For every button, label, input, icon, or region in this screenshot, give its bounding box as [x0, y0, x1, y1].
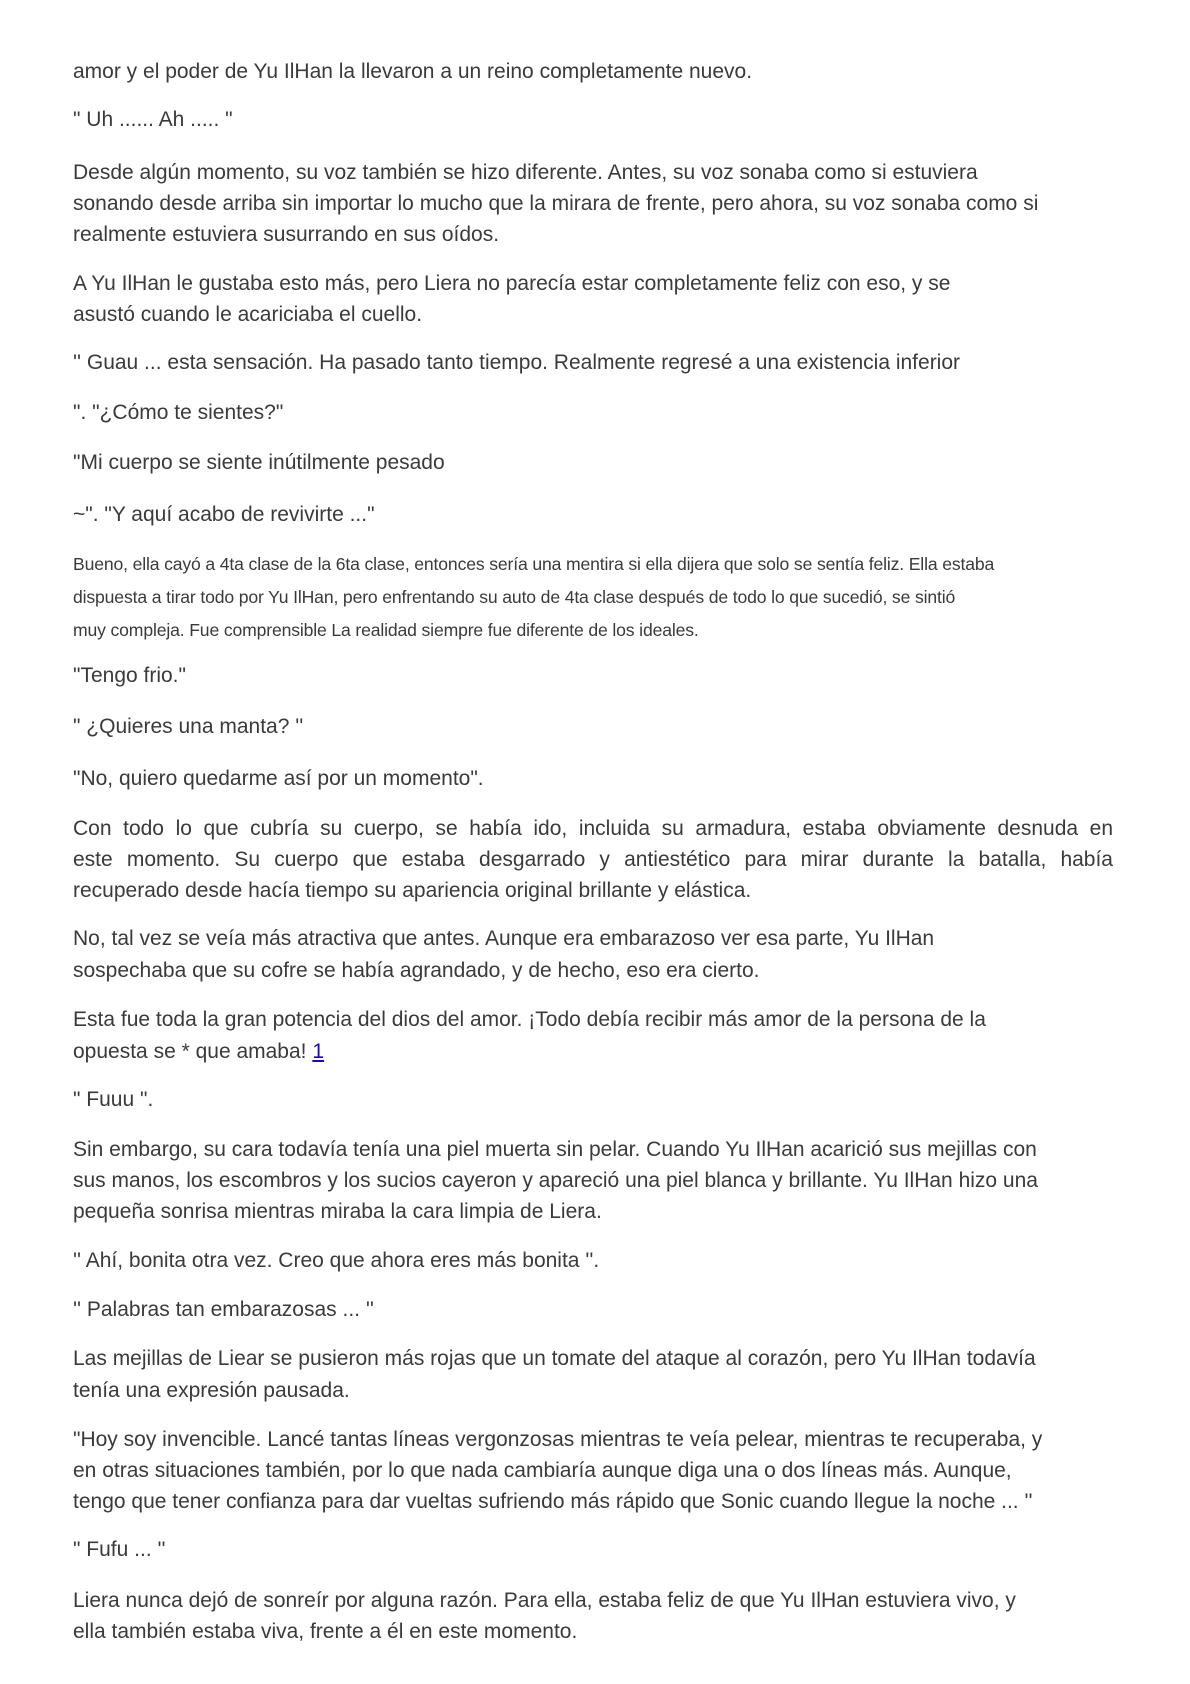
text-line: dispuesta a tirar todo por Yu IlHan, pero enfrentando su auto de 4ta clase después de todo lo que sucedió, se sintió — [73, 587, 956, 607]
text-line: sospechaba que su cofre se había agrandado, y de hecho, eso era cierto. — [73, 959, 760, 982]
text-line: " Uh ...... Ah ..... " — [73, 108, 233, 131]
text-line: Las mejillas de Liear se pusieron más rojas que un tomate del ataque al corazón, pero Yu IlHan todavía — [73, 1347, 1036, 1370]
text-line: "No, quiero quedarme así por un momento". — [73, 767, 484, 790]
text-line: realmente estuviera susurrando en sus oídos. — [73, 223, 500, 246]
text-line: " Fuuu ". — [73, 1088, 154, 1111]
text-line: en otras situaciones también, por lo que nada cambiaría aunque diga una o dos líneas más. Aunque, — [73, 1459, 1012, 1482]
text-line: Sin embargo, su cara todavía tenía una piel muerta sin pelar. Cuando Yu IlHan acarició sus mejillas con — [73, 1138, 1037, 1161]
text-line: ~". "Y aquí acabo de revivirte ..." — [73, 503, 375, 526]
text-line: " ¿Quieres una manta? '' — [73, 715, 304, 738]
text-line: muy compleja. Fue comprensible La realidad siempre fue diferente de los ideales. — [73, 620, 699, 640]
text-line: "Mi cuerpo se siente inútilmente pesado — [73, 451, 445, 474]
text-line: tengo que tener confianza para dar vueltas sufriendo más rápido que Sonic cuando llegue la noche ... '' — [73, 1490, 1033, 1513]
text-line: "Tengo frio." — [73, 664, 186, 687]
text-line: sonando desde arriba sin importar lo mucho que la mirara de frente, pero ahora, su voz sonaba como si — [73, 192, 1039, 215]
text-line: asustó cuando le acariciaba el cuello. — [73, 303, 423, 326]
text-line: tenía una expresión pausada. — [73, 1379, 350, 1402]
text-line: este momento. Su cuerpo que estaba desgarrado y antiestético para mirar durante la batalla, había — [73, 848, 1113, 871]
text-line: A Yu IlHan le gustaba esto más, pero Liera no parecía estar completamente feliz con eso, y se — [73, 272, 951, 295]
text-line: ella también estaba viva, frente a él en este momento. — [73, 1620, 578, 1643]
text-line: Liera nunca dejó de sonreír por alguna razón. Para ella, estaba feliz de que Yu IlHan estuviera vivo, y — [73, 1589, 1016, 1612]
text-line: Con todo lo que cubría su cuerpo, se había ido, incluida su armadura, estaba obviamente desnuda en — [73, 817, 1113, 840]
text-line: '' Palabras tan embarazosas ... '' — [73, 1298, 374, 1321]
text-line: recuperado desde hacía tiempo su apariencia original brillante y elástica. — [73, 879, 752, 902]
text-line-content: opuesta se * que amaba! — [73, 1040, 313, 1063]
text-line: "Hoy soy invencible. Lancé tantas líneas vergonzosas mientras te veía pelear, mientras te recuperaba, y — [73, 1428, 1043, 1451]
text-line: " Fufu ... '' — [73, 1538, 166, 1561]
text-line: sus manos, los escombros y los sucios cayeron y apareció una piel blanca y brillante. Yu IlHan hizo una — [73, 1169, 1038, 1192]
text-line: '' Ahí, bonita otra vez. Creo que ahora eres más bonita ''. — [73, 1249, 600, 1272]
text-line — [73, 1036, 1113, 1067]
text-line: pequeña sonrisa mientras miraba la cara limpia de Liera. — [73, 1200, 602, 1223]
text-line: Bueno, ella cayó a 4ta clase de la 6ta clase, entonces sería una mentira si ella dijera que solo se sentía feliz. Ella estaba — [73, 554, 995, 574]
text-line: amor y el poder de Yu IlHan la llevaron a un reino completamente nuevo. — [73, 60, 753, 83]
text-line: '' Guau ... esta sensación. Ha pasado tanto tiempo. Realmente regresé a una existencia inferior — [73, 351, 961, 374]
footnote-link[interactable]: 1 — [312, 1040, 325, 1063]
text-line: No, tal vez se veía más atractiva que antes. Aunque era embarazoso ver esa parte, Yu IlHan — [73, 927, 935, 950]
text-line: Esta fue toda la gran potencia del dios del amor. ¡Todo debía recibir más amor de la persona de la — [73, 1008, 986, 1031]
text-line: ". "¿Cómo te sientes?" — [73, 401, 284, 424]
text-line: Desde algún momento, su voz también se hizo diferente. Antes, su voz sonaba como si estuviera — [73, 161, 978, 184]
